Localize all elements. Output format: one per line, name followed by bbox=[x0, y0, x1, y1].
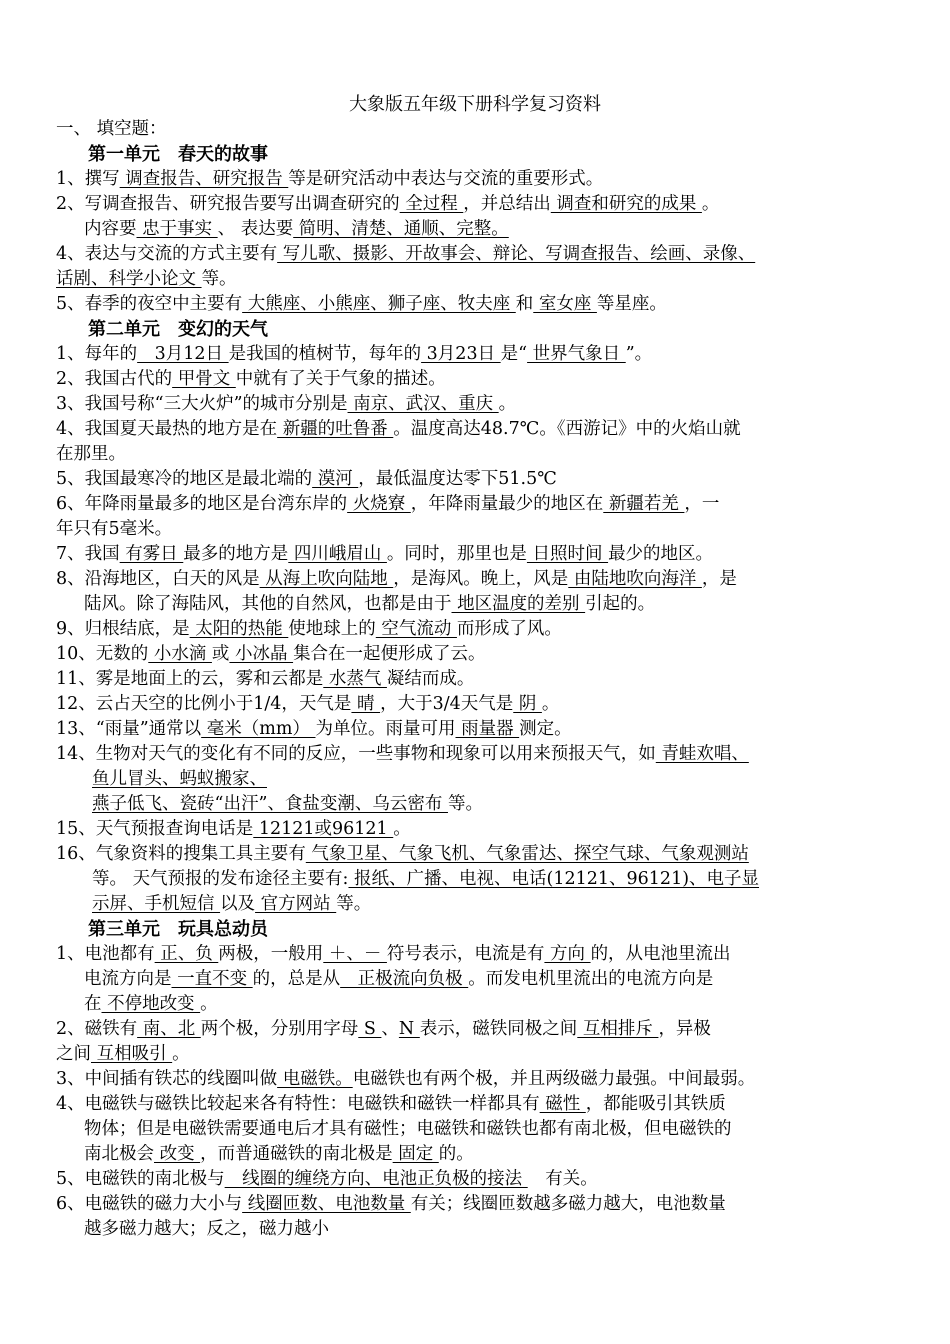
answer: 忠于事实 bbox=[136, 219, 218, 239]
answer: 正、负 bbox=[154, 944, 219, 964]
answer: 改变 bbox=[154, 1144, 201, 1164]
answer: 电磁铁。 bbox=[277, 1069, 353, 1089]
answer: 线圈匝数、电池数量 bbox=[242, 1194, 411, 1214]
unit2-question-10: 10、无数的 小水滴 或 小冰晶 集合在一起便形成了云。 bbox=[56, 644, 486, 664]
answer: 全过程 bbox=[399, 194, 464, 214]
unit2-question-6: 6、年降雨量最多的地区是台湾东岸的 火烧寮 ，年降雨量最少的地区在 新疆若羌 ，一 bbox=[56, 494, 720, 514]
answer: 空气流动 bbox=[375, 619, 457, 639]
unit1-question-1: 1、撰写 调查报告、研究报告 等是研究活动中表达与交流的重要形式。 bbox=[56, 169, 604, 189]
answer: 调查报告、研究报告 bbox=[119, 169, 289, 189]
answer: 官方网站 bbox=[255, 894, 337, 914]
answer: 一直不变 bbox=[171, 969, 253, 989]
answer: 有雾日 bbox=[119, 544, 184, 564]
unit2-question-1: 1、每年的 3月12日 是我国的植树节，每年的 3月23日 是“ 世界气象日 ”。 bbox=[56, 344, 653, 364]
answer: 互相排斥 bbox=[577, 1019, 659, 1039]
unit2-question-12: 12、云占天空的比例小于1/4，天气是 晴 ，大于3/4天气是 阴 。 bbox=[56, 694, 560, 714]
answer: 报纸、广播、电视、电话(12121、96121)、电子显 bbox=[348, 869, 760, 889]
unit2-question-3: 3、我国号称“三大火炉”的城市分别是 南京、武汉、重庆 。 bbox=[56, 394, 517, 414]
unit2-question-16-cont2: 示屏、手机短信 以及 官方网站 等。 bbox=[92, 894, 372, 914]
answer: 小水滴 bbox=[148, 644, 212, 664]
unit2-question-13: 13、“雨量”通常以 毫米（mm） 为单位。雨量可用 雨量器 测定。 bbox=[56, 719, 572, 739]
unit3-heading: 第三单元 玩具总动员 bbox=[88, 919, 268, 940]
answer: 大熊座、小熊座、狮子座、牧夫座 bbox=[242, 294, 516, 314]
answer: 简明、清楚、通顺、完整。 bbox=[293, 219, 509, 239]
unit2-question-16: 16、气象资料的搜集工具主要有 气象卫星、气象飞机、气象雷达、探空气球、气象观测站 bbox=[56, 844, 749, 864]
document-content bbox=[56, 117, 912, 1242]
answer: S bbox=[358, 1019, 382, 1039]
unit2-question-6-cont: 年只有5毫米。 bbox=[56, 519, 173, 539]
answer: 3月23日 bbox=[421, 344, 501, 364]
unit1-question-4: 4、表达与交流的方式主要有 写儿歌、摄影、开故事会、辩论、写调查报告、绘画、录像、 bbox=[56, 244, 756, 264]
unit2-question-16-cont: 等。 天气预报的发布途径主要有: 报纸、广播、电视、电话(12121、96121)、电子显 bbox=[92, 869, 760, 889]
unit2-question-8-cont: 陆风。除了海陆风，其他的自然风，也都是由于 地区温度的差别 引起的。 bbox=[84, 594, 656, 614]
answer: 从海上吹向陆地 bbox=[259, 569, 394, 589]
answer: 新疆的吐鲁番 bbox=[277, 419, 394, 439]
answer: 雨量器 bbox=[455, 719, 520, 739]
unit2-question-14: 14、生物对天气的变化有不同的反应，一些事物和现象可以用来预报天气，如 青蛙欢唱、 bbox=[56, 744, 749, 764]
answer: 日照时间 bbox=[526, 544, 609, 564]
answer: 话剧、科学小论文 bbox=[56, 269, 202, 289]
unit3-question-4-cont: 物体；但是电磁铁需要通电后才具有磁性；电磁铁和磁铁也都有南北极，但电磁铁的 bbox=[84, 1119, 732, 1139]
unit1-question-2: 2、写调查报告、研究报告要写出调查研究的 全过程 ，并总结出 调查和研究的成果 。 bbox=[56, 194, 720, 214]
unit3-question-5: 5、电磁铁的南北极与 线圈的缠绕方向、电池正负极的接法 有关。 bbox=[56, 1169, 598, 1189]
answer: 阴 bbox=[513, 694, 542, 714]
answer: 正极流向负极 bbox=[340, 969, 469, 989]
unit2-question-14-cont bbox=[56, 767, 912, 792]
answer: 新疆若羌 bbox=[603, 494, 685, 514]
unit2-question-4: 4、我国夏天最热的地方是在 新疆的吐鲁番 。温度高达48.7℃。《西游记》中的火焰山就 bbox=[56, 419, 741, 439]
answer: 南京、武汉、重庆 bbox=[347, 394, 499, 414]
answer: 毫米（mm） bbox=[201, 719, 316, 739]
answer: 调查和研究的成果 bbox=[550, 194, 702, 214]
unit2-question-2: 2、我国古代的 甲骨文 中就有了关于气象的描述。 bbox=[56, 369, 446, 389]
document-title: 大象版五年级下册科学复习资料 bbox=[349, 94, 601, 115]
answer: 南、北 bbox=[137, 1019, 201, 1039]
unit3-question-3: 3、中间插有铁芯的线圈叫做 电磁铁。电磁铁也有两个极，并且两级磁力最强。中间最弱。 bbox=[56, 1069, 756, 1089]
answer: N bbox=[398, 1019, 420, 1039]
answer: 鱼儿冒头、蚂蚁搬家、 bbox=[92, 769, 267, 789]
answer: 太阳的热能 bbox=[189, 619, 289, 639]
answer: 3月12日 bbox=[137, 344, 229, 364]
unit3-question-6-cont: 越多磁力越大；反之，磁力越小 bbox=[84, 1219, 329, 1239]
unit1-question-4-cont: 话剧、科学小论文 等。 bbox=[56, 269, 237, 289]
answer: 晴 bbox=[351, 694, 381, 714]
unit3-question-1-cont: 电流方向是 一直不变 的，总是从 正极流向负极 。而发电机里流出的电流方向是 bbox=[84, 969, 714, 989]
answer: 燕子低飞、瓷砖“出汗”、食盐变潮、乌云密布 bbox=[92, 794, 448, 814]
unit2-question-14-cont2: 燕子低飞、瓷砖“出汗”、食盐变潮、乌云密布 等。 bbox=[92, 794, 483, 814]
answer: 不停地改变 bbox=[101, 994, 201, 1014]
answer: 磁性 bbox=[539, 1094, 586, 1114]
unit2-question-5: 5、我国最寒冷的地区是最北端的 漠河 ，最低温度达零下51.5℃ bbox=[56, 469, 557, 489]
answer: 气象卫星、气象飞机、气象雷达、探空气球、气象观测站 bbox=[305, 844, 749, 864]
answer: 四川峨眉山 bbox=[288, 544, 387, 564]
unit3-question-4-cont2: 南北极会 改变 ，而普通磁铁的南北极是 固定 的。 bbox=[84, 1144, 474, 1164]
unit3-question-1: 1、电池都有 正、负 两极，一般用 ＋、－ 符号表示，电流是有 方向 的，从电池里流出 bbox=[56, 944, 731, 964]
answer: 互相吸引 bbox=[91, 1044, 173, 1064]
unit3-question-2-cont: 之间 互相吸引 。 bbox=[56, 1044, 190, 1064]
answer: 写儿歌、摄影、开故事会、辩论、写调查报告、绘画、录像、 bbox=[277, 244, 756, 264]
unit2-question-9: 9、归根结底，是 太阳的热能 使地球上的 空气流动 而形成了风。 bbox=[56, 619, 562, 639]
answer: 线圈的缠绕方向、电池正负极的接法 bbox=[224, 1169, 528, 1189]
unit1-heading: 第一单元 春天的故事 bbox=[88, 144, 268, 165]
answer: 方向 bbox=[544, 944, 591, 964]
answer: 火烧寮 bbox=[347, 494, 411, 514]
answer: 甲骨文 bbox=[172, 369, 236, 389]
answer: 青蛙欢唱、 bbox=[655, 744, 749, 764]
answer: ＋、－ bbox=[323, 944, 387, 964]
unit1-question-2-cont: 内容要 忠于事实 、 表达要 简明、清楚、通顺、完整。 bbox=[84, 219, 509, 239]
answer: 室女座 bbox=[533, 294, 597, 314]
unit2-heading: 第二单元 变幻的天气 bbox=[88, 319, 268, 340]
answer: 水蒸气 bbox=[323, 669, 387, 689]
unit2-question-11: 11、雾是地面上的云，雾和云都是 水蒸气 凝结而成。 bbox=[56, 669, 475, 689]
answer: 地区温度的差别 bbox=[451, 594, 586, 614]
section-heading: 一、 填空题： bbox=[56, 119, 167, 139]
unit3-question-1-cont2: 在 不停地改变 。 bbox=[84, 994, 218, 1014]
answer: 小冰晶 bbox=[229, 644, 294, 664]
answer: 漠河 bbox=[312, 469, 359, 489]
answer: 由陆地吹向海洋 bbox=[568, 569, 702, 589]
unit3-question-4: 4、电磁铁与磁铁比较起来各有特性：电磁铁和磁铁一样都具有 磁性 ，都能吸引其铁质 bbox=[56, 1094, 726, 1114]
unit3-question-2: 2、磁铁有 南、北 两个极，分别用字母 S 、N 表示，磁铁同极之间 互相排斥 ，异极 bbox=[56, 1019, 711, 1039]
answer: 世界气象日 bbox=[527, 344, 626, 364]
answer: 示屏、手机短信 bbox=[92, 894, 221, 914]
unit2-question-7: 7、我国 有雾日 最多的地方是 四川峨眉山 。同时，那里也是 日照时间 最少的地区。 bbox=[56, 544, 714, 564]
unit2-question-4-cont: 在那里。 bbox=[56, 444, 126, 464]
answer: 固定 bbox=[392, 1144, 439, 1164]
unit3-question-6: 6、电磁铁的磁力大小与 线圈匝数、电池数量 有关；线圈匝数越多磁力越大，电池数量 bbox=[56, 1194, 726, 1214]
unit1-question-5: 5、春季的夜空中主要有 大熊座、小熊座、狮子座、牧夫座 和 室女座 等星座。 bbox=[56, 294, 667, 314]
answer: 12121或96121 bbox=[253, 819, 394, 839]
unit2-question-8: 8、沿海地区，白天的风是 从海上吹向陆地 ，是海风。晚上，风是 由陆地吹向海洋 ，是 bbox=[56, 569, 737, 589]
unit2-question-15: 15、天气预报查询电话是 12121或96121 。 bbox=[56, 819, 411, 839]
